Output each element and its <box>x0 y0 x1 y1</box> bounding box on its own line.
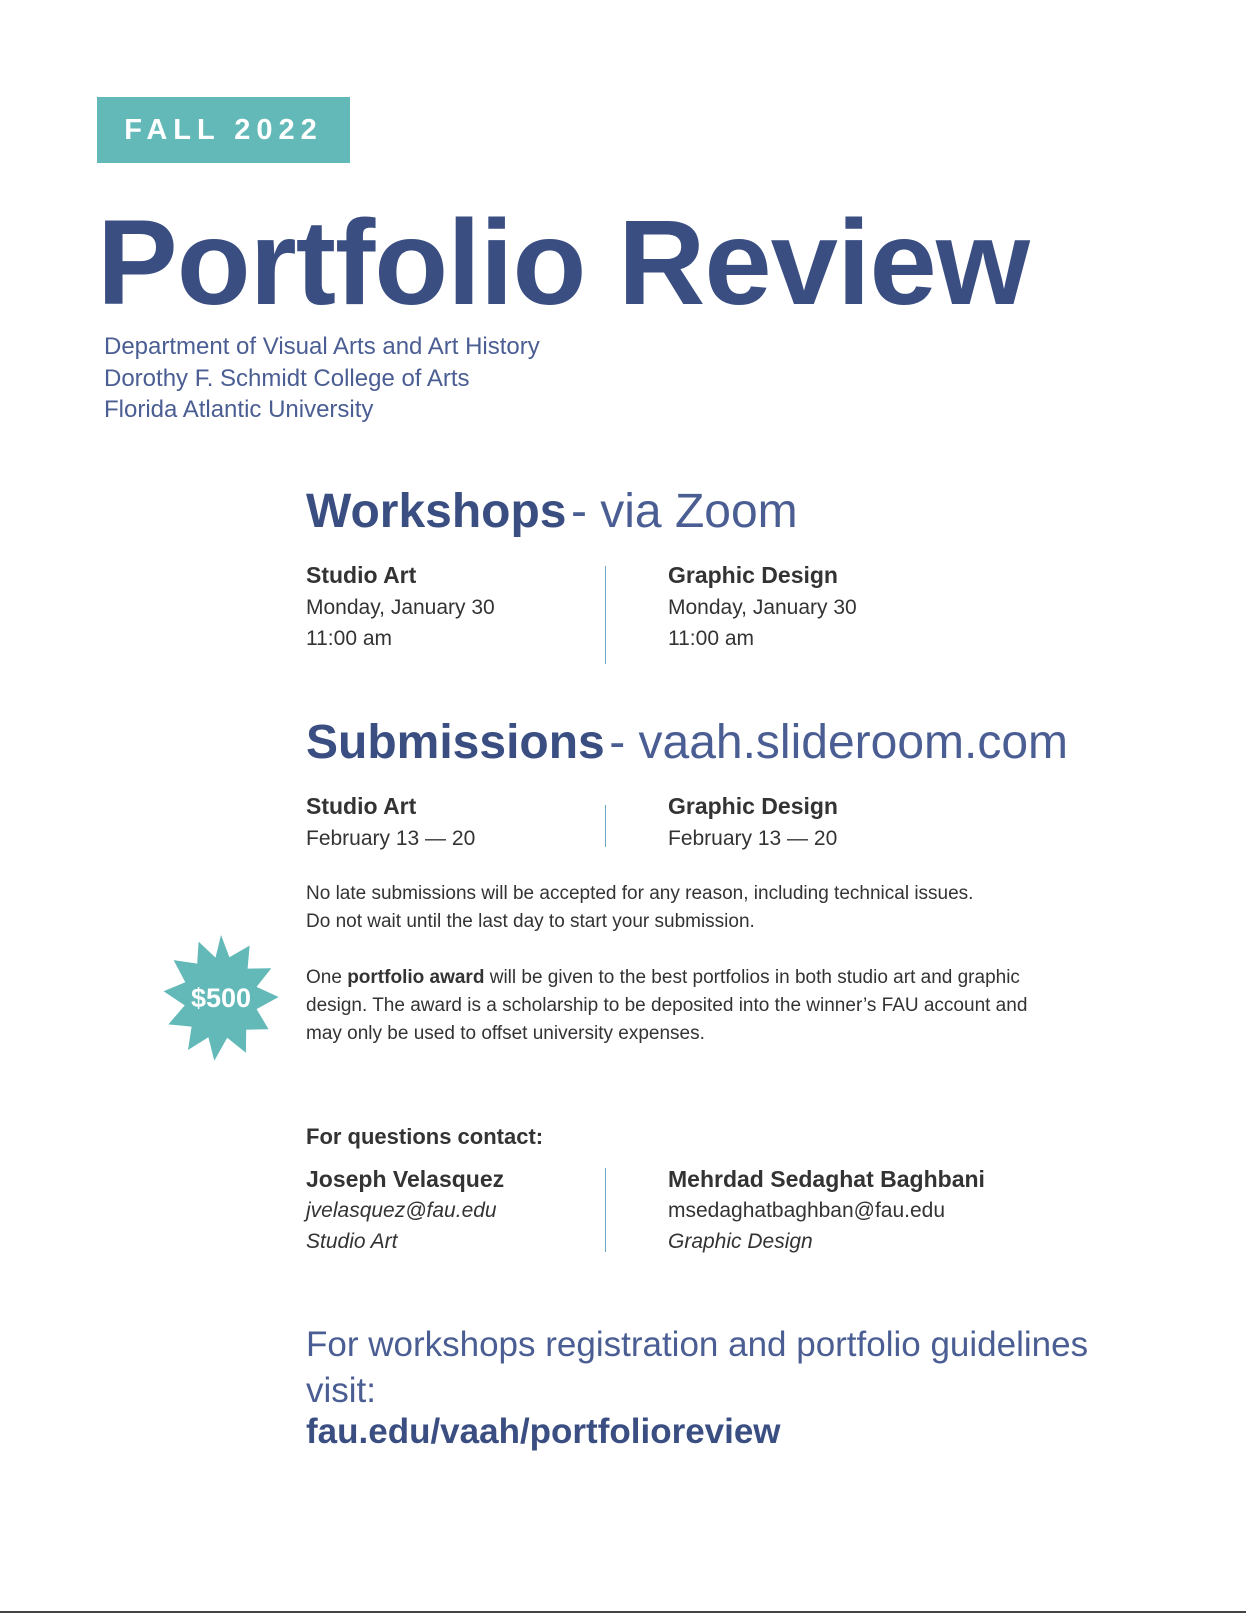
late-notice-line-2: Do not wait until the last day to start your submission. <box>306 911 755 932</box>
bottom-rule <box>0 1611 1246 1613</box>
workshop-studio-art-title: Studio Art <box>306 562 417 588</box>
workshop-graphic-design-time: 11:00 am <box>668 626 754 650</box>
contact-area: Studio Art <box>306 1229 398 1253</box>
submission-studio-art <box>306 793 475 851</box>
late-notice-line-1: No late submissions will be accepted for any reason, including technical issues. <box>306 883 974 904</box>
submissions-heading <box>306 717 1068 770</box>
season-badge <box>97 97 350 163</box>
contacts-heading: For questions contact: <box>306 1124 544 1149</box>
award-description <box>306 964 1066 1048</box>
submission-studio-art-dates: February 13 — 20 <box>306 826 476 850</box>
workshops-divider <box>605 566 606 664</box>
contacts-divider <box>605 1168 606 1252</box>
contact-studio-art <box>306 1166 504 1254</box>
workshop-studio-art-time: 11:00 am <box>306 626 392 650</box>
university-name: Florida Atlantic University <box>104 396 374 423</box>
contact-email[interactable]: msedaghatbaghban@fau.edu <box>668 1198 946 1222</box>
contact-name: Mehrdad Sedaghat Baghbani <box>668 1166 985 1192</box>
contact-email[interactable]: jvelasquez@fau.edu <box>306 1198 497 1222</box>
season-label: FALL 2022 <box>124 113 323 146</box>
late-notice <box>306 880 1066 936</box>
award-text-post: will be given to the best portfolios in both studio art and graphic design. The award is a scholarship to be deposited into the winner’s FAU account and may only be used to offset university expenses. <box>306 967 1028 1044</box>
college-name: Dorothy F. Schmidt College of Arts <box>104 365 470 392</box>
award-amount: $500 <box>190 983 252 1013</box>
contact-name: Joseph Velasquez <box>306 1166 505 1192</box>
page-title: Portfolio Review <box>97 194 1029 330</box>
contact-graphic-design <box>668 1166 985 1254</box>
department-name: Department of Visual Arts and Art History <box>104 333 540 360</box>
award-text-bold: portfolio award <box>347 967 485 988</box>
submission-graphic-design <box>668 793 838 851</box>
submission-studio-art-title: Studio Art <box>306 793 417 819</box>
submissions-title: Submissions <box>306 716 605 769</box>
workshop-graphic-design-date: Monday, January 30 <box>668 595 857 619</box>
workshop-graphic-design-title: Graphic Design <box>668 562 838 588</box>
award-star-badge <box>158 935 284 1061</box>
submission-graphic-design-dates: February 13 — 20 <box>668 826 838 850</box>
workshop-studio-art-date: Monday, January 30 <box>306 595 495 619</box>
workshops-title: Workshops <box>306 485 567 538</box>
workshops-heading <box>306 486 798 539</box>
footer-url-link[interactable]: fau.edu/vaah/portfolioreview <box>306 1412 781 1451</box>
submissions-divider <box>605 805 606 847</box>
workshops-subtitle: - via Zoom <box>570 485 798 538</box>
workshop-studio-art <box>306 562 495 651</box>
contact-area: Graphic Design <box>668 1229 813 1253</box>
award-text-pre: One <box>306 967 348 988</box>
workshop-graphic-design <box>668 562 857 651</box>
submissions-subtitle: - vaah.slideroom.com <box>609 716 1069 769</box>
submission-graphic-design-title: Graphic Design <box>668 793 838 819</box>
footer-intro: For workshops registration and portfolio guidelines visit: <box>306 1325 1089 1410</box>
